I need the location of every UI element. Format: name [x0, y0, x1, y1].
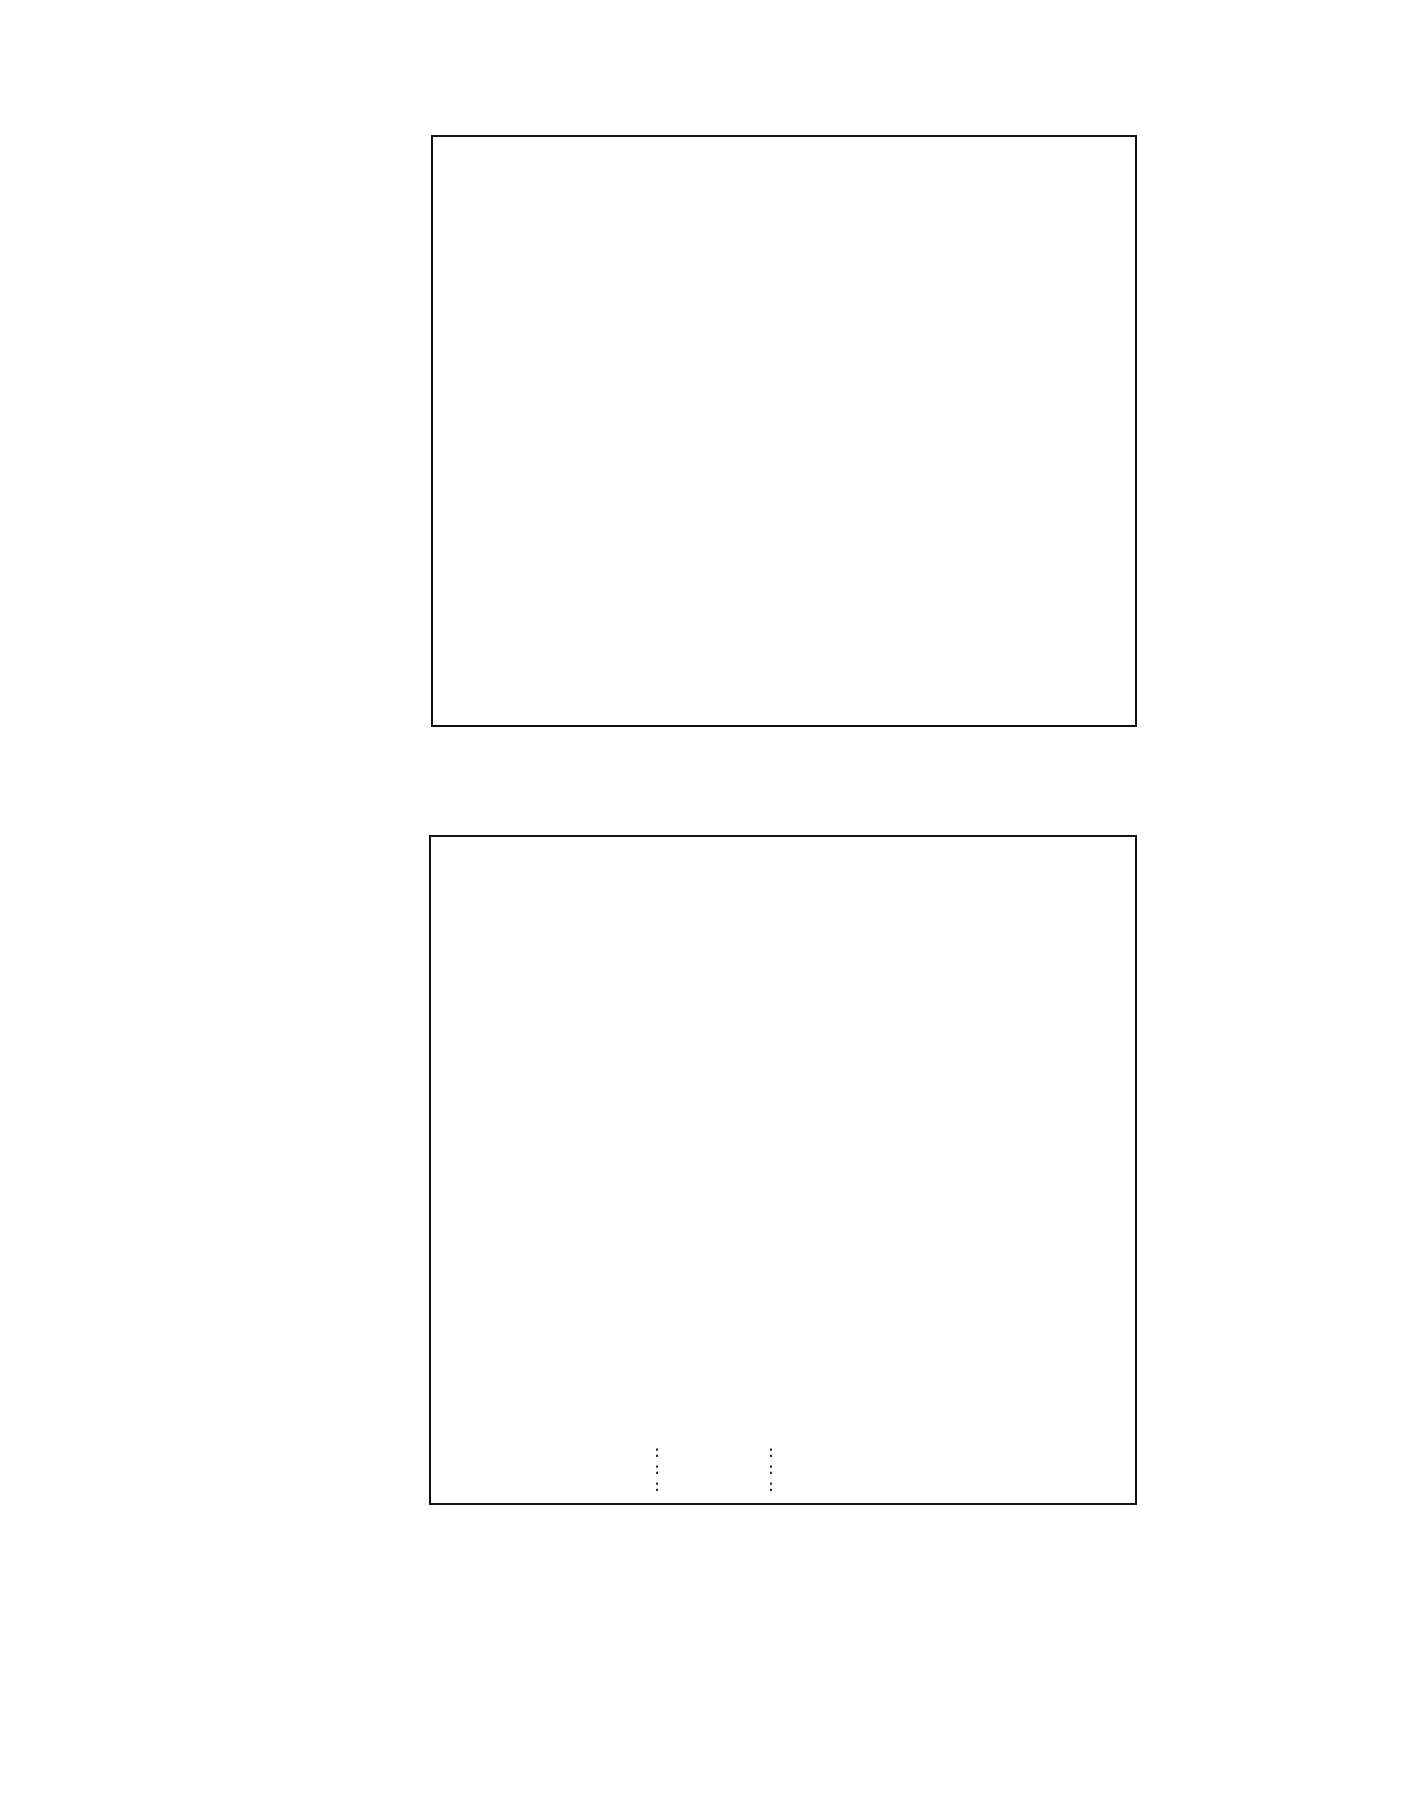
figure-5-caption	[455, 1545, 1135, 1572]
result-end-y	[780, 1479, 832, 1496]
result-start-x	[538, 1445, 648, 1462]
result-separator: :	[652, 1478, 662, 1496]
result-start-y	[666, 1479, 712, 1496]
result-end-x	[712, 1445, 762, 1462]
result-end-x	[712, 1462, 762, 1479]
result-separator: :	[766, 1444, 776, 1462]
result-end-y	[780, 1445, 832, 1462]
figure-5-scatter	[431, 837, 1135, 1503]
result-row-line-a	[454, 1479, 851, 1496]
result-start-x	[538, 1462, 648, 1479]
result-end-y	[780, 1462, 832, 1479]
result-separator: :	[652, 1444, 662, 1462]
result-start-y	[666, 1445, 712, 1462]
detection-results	[454, 1445, 851, 1496]
result-separator: :	[766, 1478, 776, 1496]
figure-4-plot	[431, 135, 1137, 727]
result-start-y	[666, 1462, 712, 1479]
figure-4-scatter	[433, 137, 1135, 725]
figure-5-plot	[429, 835, 1137, 1505]
result-label	[454, 1445, 538, 1462]
result-separator: :	[766, 1461, 776, 1479]
result-end-x	[712, 1479, 762, 1496]
result-row-line-b	[454, 1462, 851, 1479]
result-start-x	[538, 1479, 648, 1496]
result-label	[454, 1479, 538, 1496]
result-label	[454, 1462, 538, 1479]
coordinate-list	[1054, 877, 1124, 1377]
figure-4-caption	[455, 765, 1135, 792]
result-separator: :	[652, 1461, 662, 1479]
result-row-line-c	[454, 1445, 851, 1462]
